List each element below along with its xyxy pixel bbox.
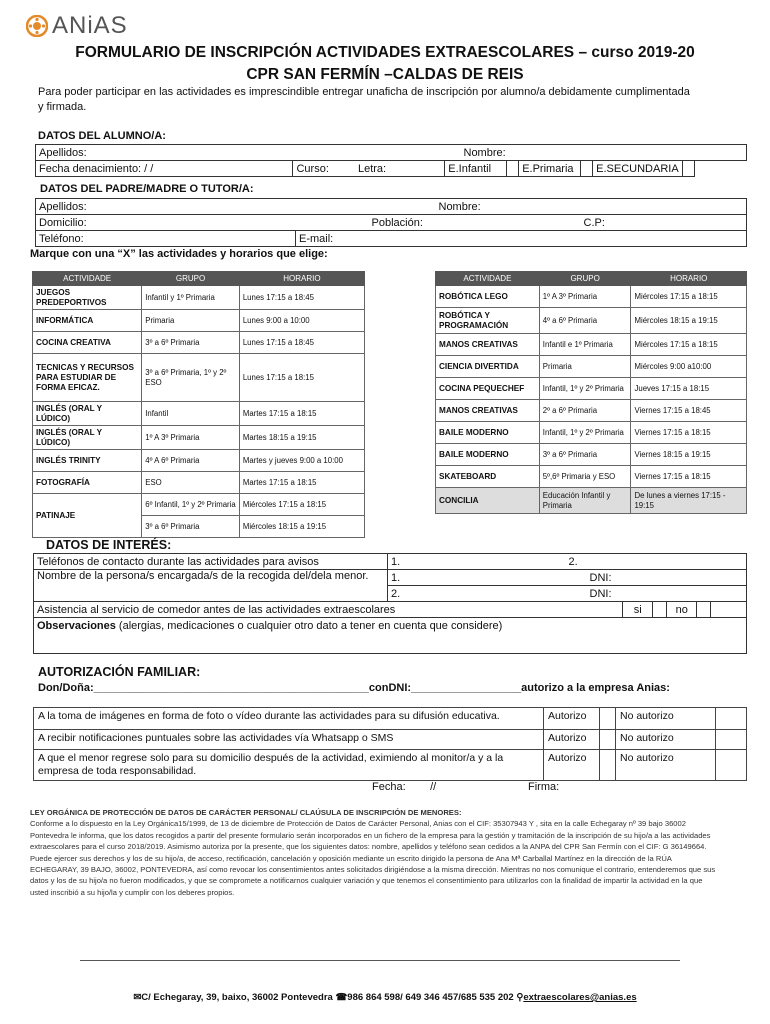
activity-group[interactable]: 3º a 6º Primaria <box>539 444 631 466</box>
activity-group[interactable]: 4º A 6º Primaria <box>142 450 240 472</box>
activity-name: MANOS CREATIVAS <box>436 400 540 422</box>
activity-group[interactable]: 4º a 6º Primaria <box>539 308 631 334</box>
activity-time[interactable]: Viernes 17:15 a 18:15 <box>631 466 747 488</box>
activity-group[interactable]: Infantil, 1º y 2º Primaria <box>539 422 631 444</box>
course-field[interactable] <box>293 161 445 177</box>
activity-name: INFORMÁTICA <box>33 310 142 332</box>
activity-time[interactable]: Martes 18:15 a 19:15 <box>239 426 364 450</box>
auth-yes-label: Autorizo <box>544 730 600 750</box>
parent-name-row[interactable] <box>36 199 747 215</box>
pickup-1: 1. <box>391 571 401 584</box>
auth-no-label: No autorizo <box>616 750 716 781</box>
footer-phones: 986 864 598/ 649 346 457/685 535 202 <box>347 992 514 1003</box>
postcode-label: C.P: <box>583 216 605 229</box>
pickup-label: Nombre de la persona/s encargada/s de la recogida del/dela menor. <box>34 570 388 602</box>
activity-name: CIENCIA DIVERTIDA <box>436 356 540 378</box>
activity-group[interactable]: Primaria <box>142 310 240 332</box>
activity-time[interactable]: Jueves 17:15 a 18:15 <box>631 378 747 400</box>
auth-no-checkbox[interactable] <box>716 708 747 730</box>
address-label: Domicilio: <box>39 216 87 229</box>
auth-yes-checkbox[interactable] <box>600 730 616 750</box>
auth-section-label: AUTORIZACIÓN FAMILIAR: <box>38 665 201 679</box>
student-firstname-label: Nombre: <box>463 146 506 159</box>
activity-time[interactable]: Martes 17:15 a 18:15 <box>239 472 364 494</box>
pickup-2: 2. <box>391 587 401 600</box>
pickup-field-1[interactable] <box>388 570 747 586</box>
activity-time[interactable]: Miércoles 17:15 a 18:15 <box>631 286 747 308</box>
secundaria-checkbox[interactable] <box>683 161 695 177</box>
infantil-label: E.Infantil <box>445 161 507 177</box>
date-field[interactable]: Fecha: // <box>372 781 437 793</box>
letter-label: Letra: <box>357 162 387 175</box>
auth-yes-checkbox[interactable] <box>600 708 616 730</box>
signature-field[interactable]: Firma: <box>528 781 560 793</box>
footer-email[interactable]: extraescolares@anias.es <box>523 992 637 1003</box>
activity-time[interactable]: Miércoles 17:15 a 18:15 <box>631 334 747 356</box>
activity-time[interactable]: Lunes 17:15 a 18:15 <box>239 354 364 402</box>
activity-time[interactable]: Martes y jueves 9:00 a 10:00 <box>239 450 364 472</box>
auth-no-label: No autorizo <box>616 730 716 750</box>
infantil-checkbox[interactable] <box>507 161 519 177</box>
activity-time[interactable]: De lunes a viernes 17:15 - 19:15 <box>631 488 747 514</box>
phone-icon: ☎ <box>335 992 348 1003</box>
lunch-yes-label: si <box>623 602 653 618</box>
activity-name: INGLÉS TRINITY <box>33 450 142 472</box>
dni-label-2: DNI: <box>589 587 612 600</box>
activity-time[interactable]: Viernes 17:15 a 18:45 <box>631 400 747 422</box>
parent-table <box>35 198 747 247</box>
observations-field[interactable] <box>34 618 747 654</box>
mouse-icon: ⚲ <box>516 992 524 1003</box>
parent-surname-label: Apellidos: <box>39 200 87 213</box>
activity-name: INGLÉS (ORAL Y LÚDICO) <box>33 402 142 426</box>
activity-time[interactable]: Miércoles 9:00 a10:00 <box>631 356 747 378</box>
student-name-row[interactable] <box>36 145 747 161</box>
primaria-label: E.Primaria <box>519 161 581 177</box>
activity-name: ROBÓTICA LEGO <box>436 286 540 308</box>
auth-statement[interactable]: Don/Doña:_____________________________________________conDNI:__________________autorizo a la empresa Anias: <box>38 682 670 694</box>
activity-name: TECNICAS Y RECURSOS PARA ESTUDIAR DE FORMA EFICAZ. <box>33 354 142 402</box>
auth-no-checkbox[interactable] <box>716 730 747 750</box>
parent-section-label: DATOS DEL PADRE/MADRE O TUTOR/A: <box>40 183 254 195</box>
activity-name: SKATEBOARD <box>436 466 540 488</box>
activity-group[interactable]: Educación Infantil y Primaria <box>539 488 631 514</box>
activity-name: PATINAJE <box>33 494 142 538</box>
col-header-schedule: HORARIO <box>631 272 747 286</box>
form-title: FORMULARIO DE INSCRIPCIÓN ACTIVIDADES EXTRAESCOLARES – curso 2019-20 <box>75 44 695 61</box>
legal-clause <box>30 807 720 898</box>
activity-name: COCINA PEQUECHEF <box>436 378 540 400</box>
address-row[interactable] <box>36 215 747 231</box>
observations-hint: (alergias, medicaciones o cualquier otro dato a tener en cuenta que considere) <box>115 620 503 632</box>
activity-time[interactable]: Miércoles 17:15 a 18:15 <box>239 494 364 516</box>
activity-name: ROBÓTICA Y PROGRAMACIÓN <box>436 308 540 334</box>
observations-label: Observaciones <box>37 620 116 632</box>
activity-group[interactable]: 3º a 6º Primaria, 1º y 2º ESO <box>142 354 240 402</box>
activity-group[interactable]: Infantil y 1º Primaria <box>142 286 240 310</box>
student-table <box>35 144 747 177</box>
course-label: Curso: <box>296 162 329 175</box>
dni-label-1: DNI: <box>589 571 612 584</box>
activity-name: COCINA CREATIVA <box>33 332 142 354</box>
lunch-no-label: no <box>667 602 697 618</box>
activities-instruction: Marque con una “X” las actividades y horarios que elige: <box>30 248 328 260</box>
activity-group[interactable]: 3º a 6º Primaria <box>142 516 240 538</box>
activity-group[interactable]: 1º A 3º Primaria <box>142 426 240 450</box>
activity-name: CONCILIA <box>436 488 540 514</box>
activity-name: BAILE MODERNO <box>436 444 540 466</box>
activity-time[interactable]: Lunes 17:15 a 18:45 <box>239 286 364 310</box>
activity-group[interactable]: 2º a 6º Primaria <box>539 400 631 422</box>
legal-body: Conforme a lo dispuesto en la Ley Orgánica15/1999, de 13 de diciembre de Protección de Datos de Carácter Personal, Anias con el CIF: 35307943 Y , sita en la calle Echegaray nº 39 bajo 36002 Pontevedra le informa, que los datos recogidos a partir del presente formulario serán incorporados en un fichero de la empresa para la gestión y tramitación de la inscripción de su hijo/a a las actividades extraescolares para el curso 2018/2019. Asimismo autoriza por la presente, que los siguientes datos: nombre, apellidos y teléfono sean cedidos a la ANPA del CPR San Fermín con el CIF: G 36149664. Puede ejercer sus derechos y los de su hijo/a, de acceso, rectificación, cancelación y oposición mediante un escrito dirigido la persona de Ana Mª Carballal Martínez en la dirección de la RÚA ECHEGARAY, 39 BAJO, 36002, PONTEVEDRA, así como revocar los consentimientos antes solicitados dirigiéndose a la misma dirección. Mientras no nos comunique el contrario, entenderemos que sus datos y los de su hijo/a no fueron modificados, y que se compromete a notificarnos cualquier variación y que tenemos el consentimiento para utilizarlos con la finalidad de impartir la actividad en la que usted inscribió a su hijo/la y cumplir con los deberes propios. <box>30 819 716 897</box>
activity-group[interactable]: Infantil e 1º Primaria <box>539 334 631 356</box>
footer-address: C/ Echegaray, 39, baixo, 36002 Pontevedra <box>141 992 333 1003</box>
interest-table <box>33 553 747 654</box>
activity-group[interactable]: Infantil, 1º y 2º Primaria <box>539 378 631 400</box>
student-section-label: DATOS DEL ALUMNO/A: <box>38 130 166 142</box>
auth-row-label: A la toma de imágenes en forma de foto o vídeo durante las actividades para su difusión educativa. <box>34 708 544 730</box>
activity-time[interactable]: Viernes 18:15 a 19:15 <box>631 444 747 466</box>
activity-time[interactable]: Lunes 9:00 a 10:00 <box>239 310 364 332</box>
form-subtitle: CPR SAN FERMÍN –CALDAS DE REIS <box>246 66 524 83</box>
auth-row-label: A que el menor regrese solo para su domicilio después de la actividad, eximiendo al monitor/a y a la empresa de toda responsabilidad. <box>34 750 544 781</box>
contact-phones-field[interactable] <box>388 554 747 570</box>
activity-group[interactable]: Primaria <box>539 356 631 378</box>
logo-icon <box>26 15 48 37</box>
brand-logo <box>26 12 128 40</box>
pickup-field-2[interactable] <box>388 586 747 602</box>
auth-row-label: A recibir notificaciones puntuales sobre las actividades vía Whatsapp o SMS <box>34 730 544 750</box>
activity-name: INGLÉS (ORAL Y LÚDICO) <box>33 426 142 450</box>
auth-no-label: No autorizo <box>616 708 716 730</box>
activity-time[interactable]: Viernes 17:15 a 18:15 <box>631 422 747 444</box>
contact-phone-1: 1. <box>391 555 401 568</box>
footer <box>0 992 770 1003</box>
phone-field[interactable]: Teléfono: <box>36 231 296 247</box>
auth-no-checkbox[interactable] <box>716 750 747 781</box>
activity-group[interactable]: 6º Infantil, 1º y 2º Primaria <box>142 494 240 516</box>
contact-phone-2: 2. <box>568 555 578 568</box>
activity-time[interactable]: Miércoles 18:15 a 19:15 <box>239 516 364 538</box>
intro-text: Para poder participar en las actividades es imprescindible entregar unaficha de inscripción por alumno/a debidamente cumplimentada y firmada. <box>38 86 690 113</box>
auth-yes-label: Autorizo <box>544 750 600 781</box>
activity-group[interactable]: 1º A 3º Primaria <box>539 286 631 308</box>
legal-title: LEY ORGÁNICA DE PROTECCIÓN DE DATOS DE CARÁCTER PERSONAL/ CLAÚSULA DE INSCRIPCIÓN DE MENORES: <box>30 808 462 817</box>
activities-table-left <box>32 271 365 538</box>
col-header-group: GRUPO <box>142 272 240 286</box>
primaria-checkbox[interactable] <box>581 161 593 177</box>
auth-yes-label: Autorizo <box>544 708 600 730</box>
secundaria-label: E.SECUNDARIA <box>593 161 683 177</box>
col-header-schedule: HORARIO <box>239 272 364 286</box>
activity-group[interactable]: ESO <box>142 472 240 494</box>
activity-group[interactable]: 5º,6º Primaria y ESO <box>539 466 631 488</box>
lunch-yes-checkbox[interactable] <box>653 602 667 618</box>
activity-group[interactable]: 3º a 6º Primaria <box>142 332 240 354</box>
activity-name: JUEGOS PREDEPORTIVOS <box>33 286 142 310</box>
lunch-no-checkbox[interactable] <box>697 602 711 618</box>
col-header-group: GRUPO <box>539 272 631 286</box>
col-header-activity: ACTIVIDADE <box>33 272 142 286</box>
activity-time[interactable]: Martes 17:15 a 18:15 <box>239 402 364 426</box>
activity-name: BAILE MODERNO <box>436 422 540 444</box>
parent-firstname-label: Nombre: <box>438 200 481 213</box>
activity-time[interactable]: Miércoles 18:15 a 19:15 <box>631 308 747 334</box>
footer-divider <box>80 960 680 961</box>
activity-group[interactable]: Infantil <box>142 402 240 426</box>
town-label: Población: <box>371 216 423 229</box>
birthdate-field[interactable]: Fecha denacimiento: / / <box>36 161 293 177</box>
col-header-activity: ACTIVIDADE <box>436 272 540 286</box>
activity-time[interactable]: Lunes 17:15 a 18:45 <box>239 332 364 354</box>
lunch-label: Asistencia al servicio de comedor antes de las actividades extraescolares <box>34 602 623 618</box>
activities-table-right <box>435 271 747 514</box>
auth-yes-checkbox[interactable] <box>600 750 616 781</box>
activity-name: MANOS CREATIVAS <box>436 334 540 356</box>
mail-icon: ✉ <box>133 992 142 1003</box>
brand-name: ANiAS <box>52 12 128 39</box>
activity-name: FOTOGRAFÍA <box>33 472 142 494</box>
student-surname-label: Apellidos: <box>39 146 87 159</box>
auth-table <box>33 707 747 781</box>
email-field[interactable]: E-mail: <box>296 231 747 247</box>
interest-section-label: DATOS DE INTERÉS: <box>46 538 172 552</box>
contact-phones-label: Teléfonos de contacto durante las actividades para avisos <box>34 554 388 570</box>
